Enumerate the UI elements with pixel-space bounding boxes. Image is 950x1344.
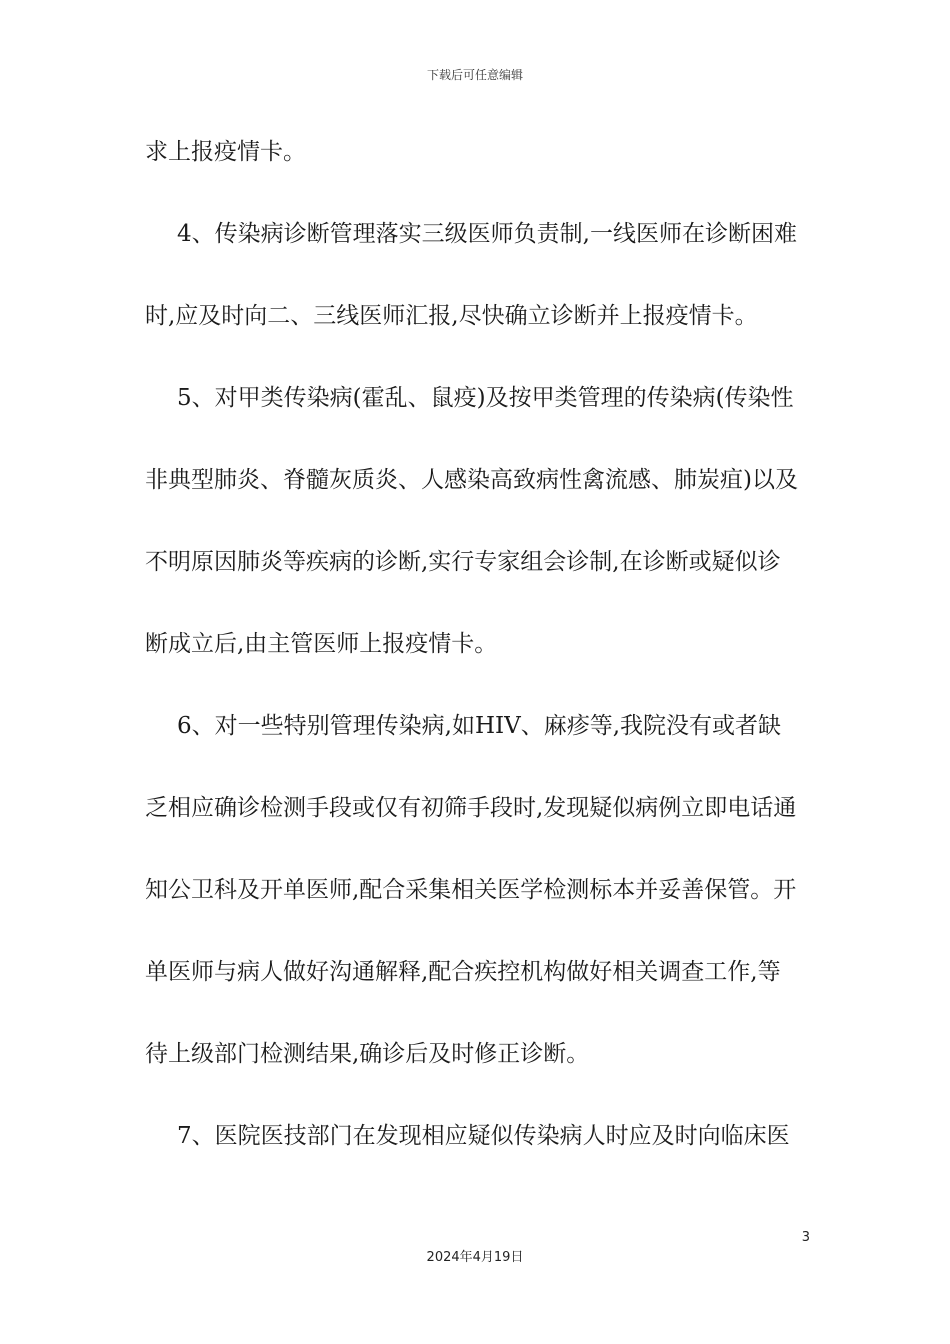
paragraph-6-line-2: 乏相应确诊检测手段或仅有初筛手段时,发现疑似病例立即电话通 bbox=[145, 795, 797, 821]
paragraph-5-line-4: 断成立后,由主管医师上报疫情卡。 bbox=[145, 631, 498, 657]
paragraph-5-line-1: 5、对甲类传染病(霍乱、鼠疫)及按甲类管理的传染病(传染性 bbox=[177, 385, 794, 411]
paragraph-6-line-3: 知公卫科及开单医师,配合采集相关医学检测标本并妥善保管。开 bbox=[145, 877, 797, 903]
page-number: 3 bbox=[801, 1230, 810, 1245]
paragraph-5-line-3: 不明原因肺炎等疾病的诊断,实行专家组会诊制,在诊断或疑似诊 bbox=[145, 549, 781, 575]
paragraph-4-line-2: 时,应及时向二、三线医师汇报,尽快确立诊断并上报疫情卡。 bbox=[145, 303, 758, 329]
paragraph-4-line-1: 4、传染病诊断管理落实三级医师负责制,一线医师在诊断困难 bbox=[177, 221, 797, 247]
paragraph-5-line-2: 非典型肺炎、脊髓灰质炎、人感染高致病性禽流感、肺炭疽)以及 bbox=[145, 467, 798, 493]
paragraph-6-line-5: 待上级部门检测结果,确诊后及时修正诊断。 bbox=[145, 1041, 590, 1067]
footer-date: 2024年4月19日 bbox=[426, 1250, 524, 1265]
document-body bbox=[145, 124, 815, 1190]
paragraph-7-line-1: 7、医院医技部门在发现相应疑似传染病人时应及时向临床医 bbox=[177, 1123, 790, 1149]
page-header: 下载后可任意编辑 bbox=[426, 68, 523, 82]
paragraph-6-line-1: 6、对一些特别管理传染病,如HIV、麻疹等,我院没有或者缺 bbox=[177, 713, 782, 739]
paragraph-6-line-4: 单医师与病人做好沟通解释,配合疾控机构做好相关调查工作,等 bbox=[145, 959, 781, 985]
text-line: 求上报疫情卡。 bbox=[145, 139, 306, 165]
